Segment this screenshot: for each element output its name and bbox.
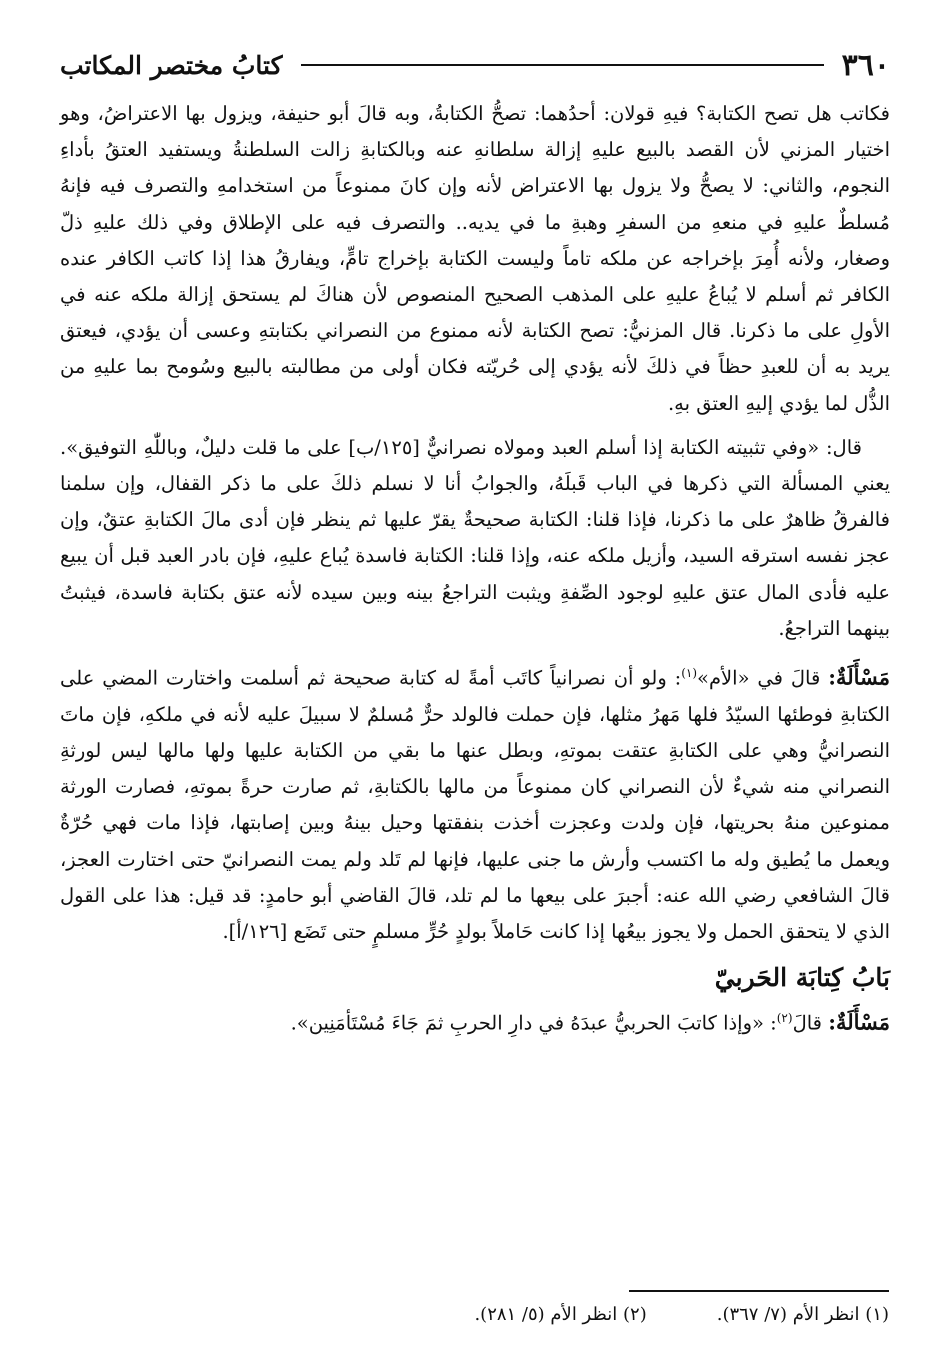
paragraph-4-text: : «وإذا كاتبَ الحربيُّ عبدَهُ في دارِ الحربِ ثمَ جَاءَ مُسْتَأمَنِين».	[290, 1011, 777, 1035]
footnote-2: (٢) انظر الأم (٥/ ٢٨١).	[474, 1304, 647, 1325]
paragraph-3-intro: قالَ في «الأم»	[697, 666, 821, 690]
footnotes	[289, 1304, 889, 1325]
book-title: كتابُ مختصر المكاتب	[60, 50, 283, 80]
paragraph-3-text: : ولو أن نصرانياً كاتَب أمةً له كتابة صحيحة ثم أسلمت واختارت المضي على الكتابةِ فوطئها السيّدُ فلها مَهرُ مثلها، فإن حملت فالولد حرٌّ مُسلمٌ لا سبيلَ عليه لأنه في ملكهِ، فإن ماتَ النصرانيُّ وهي على الكتابةِ عتقت بموتهِ، وبطل عنها ما بقي من الكتابة عليها ولها مالها ليس لورثةِ النصراني منه شيءٌ لأن النصراني كان ممنوعاً من مالها بالكتابةِ، ثم صارت حرةً بموتهِ، فصارت الورثة ممنوعين منهُ بحريتها، فإن ولدت وعجزت أخذت بنفقتها وحيل بينهُ وبين إصابتها، فإذا مات فهي حُرّةٌ ويعمل ما يُطيق وله ما اكتسب وأرش ما جنى عليها، فإنها لم تَلد ولم يمت النصرانيّ حتى اختارت العجز، قالَ الشافعي رضي الله عنه: أجبرَ على بيعها ما لم تلد، قالَ القاضي أبو حامدٍ: قد قيل: هذا على القول الذي لا يتحقق الحمل ولا يجوز بيعُها إذا كانت حَاملاً بولدٍ حُرٍّ مسلمٍ حتى تَضَع [١٢٦/أ].	[60, 666, 890, 943]
paragraph-2: قال: «وفي تثبيته الكتابة إذا أسلم العبد ومولاه نصرانيٌّ [١٢٥/ب] على ما قلت دليلٌ، وباللّٰهِ التوفيق». يعني المسألة التي ذكرها في الباب قَبلَهُ، والجوابُ أنا لا نسلم ذلكَ على ما ذكر القفال، وإن سلمنا فالفرقُ ظاهرٌ على ما ذكرنا، فإذا قلنا: الكتابة صحيحةٌ يقرّ عليها ثم ينظر فإن أدى مالَ الكتابةِ عتقٌ، وإن عجز نفسه استرقه السيد، وأزيل ملكه عنه، وإذا قلنا: الكتابة فاسدة يُباع عليهِ، فإن بادر العبد قبل أن يبيع عليه فأدى المال عتق عليهِ لوجود الصِّفةِ ويثبت التراجعُ بينه وبين سيده لأنه عتق بكتابة فاسدة، فيثبتُ بينهما التراجعُ.	[60, 435, 890, 640]
footnote-rule	[629, 1290, 889, 1292]
footnote-ref-1[interactable]: (١)	[681, 666, 698, 681]
paragraph-4	[60, 1000, 890, 1042]
paragraph-1: فكاتب هل تصح الكتابة؟ فيهِ قولان: أحدُهما: تصحُّ الكتابةُ، وبه قالَ أبو حنيفة، ويزول بها الاعتراضُ، وهو اختيار المزني لأن القصد بالبيع عليهِ إزالة سلطانهِ عنه وبالكتابةِ زالت السلطنةُ ويستفيد العتقُ بأداءِ النجوم، والثاني: لا يصحُّ ولا يزول بها الاعتراض لأنه وإن كانَ ممنوعاً من استخدامهِ والتصرف فيه فإنهُ مُسلطٌ عليهِ في منعهِ من السفرِ وهبةِ ما في يديه.. والتصرف فيه على الإطلاق وفي ذلك عليهِ ذلّ وصغار، ولأنه أُمِرَ بإخراجه عن ملكه تاماً وليست الكتابة بإخراج تامٍّ، ويفارقُ هذا إذا كاتب الكافر عنده الكافر ثم أسلم لا يُباعُ عليهِ على المذهب الصحيح المنصوص لأن هناكَ لم يستحق إزالة ملكه عنه في الأولِ على ما ذكرنا. قال المزنيُّ: تصح الكتابة لأنه ممنوع من النصراني بكتابتهِ وعسى أن يؤدي، فيعتق يريد به أن للعبدِ حظاً في ذلكَ لأنه يؤدي إلى حُريّته فكان أولى من مطالبته بالبيع وسُومح بما عليهِ من الذُّل لما يؤدي إليهِ العتق بهِ.	[60, 102, 890, 415]
paragraph-3	[60, 655, 890, 950]
page-body	[60, 96, 890, 1042]
footnote-ref-2[interactable]: (٢)	[776, 1011, 793, 1026]
section-title: بَابُ كِتابَة الحَربيّ	[714, 963, 890, 993]
footnote-1: (١) انظر الأم (٧/ ٣٦٧).	[716, 1304, 889, 1325]
paragraph-4-intro: قالَ	[792, 1011, 822, 1035]
masala-label: مَسْأَلَةٌ:	[828, 664, 890, 690]
page-number: ٣٦٠	[841, 47, 890, 83]
header-rule	[301, 64, 824, 66]
masala-label: مَسْأَلَةٌ:	[828, 1009, 890, 1035]
page-header	[60, 42, 890, 88]
